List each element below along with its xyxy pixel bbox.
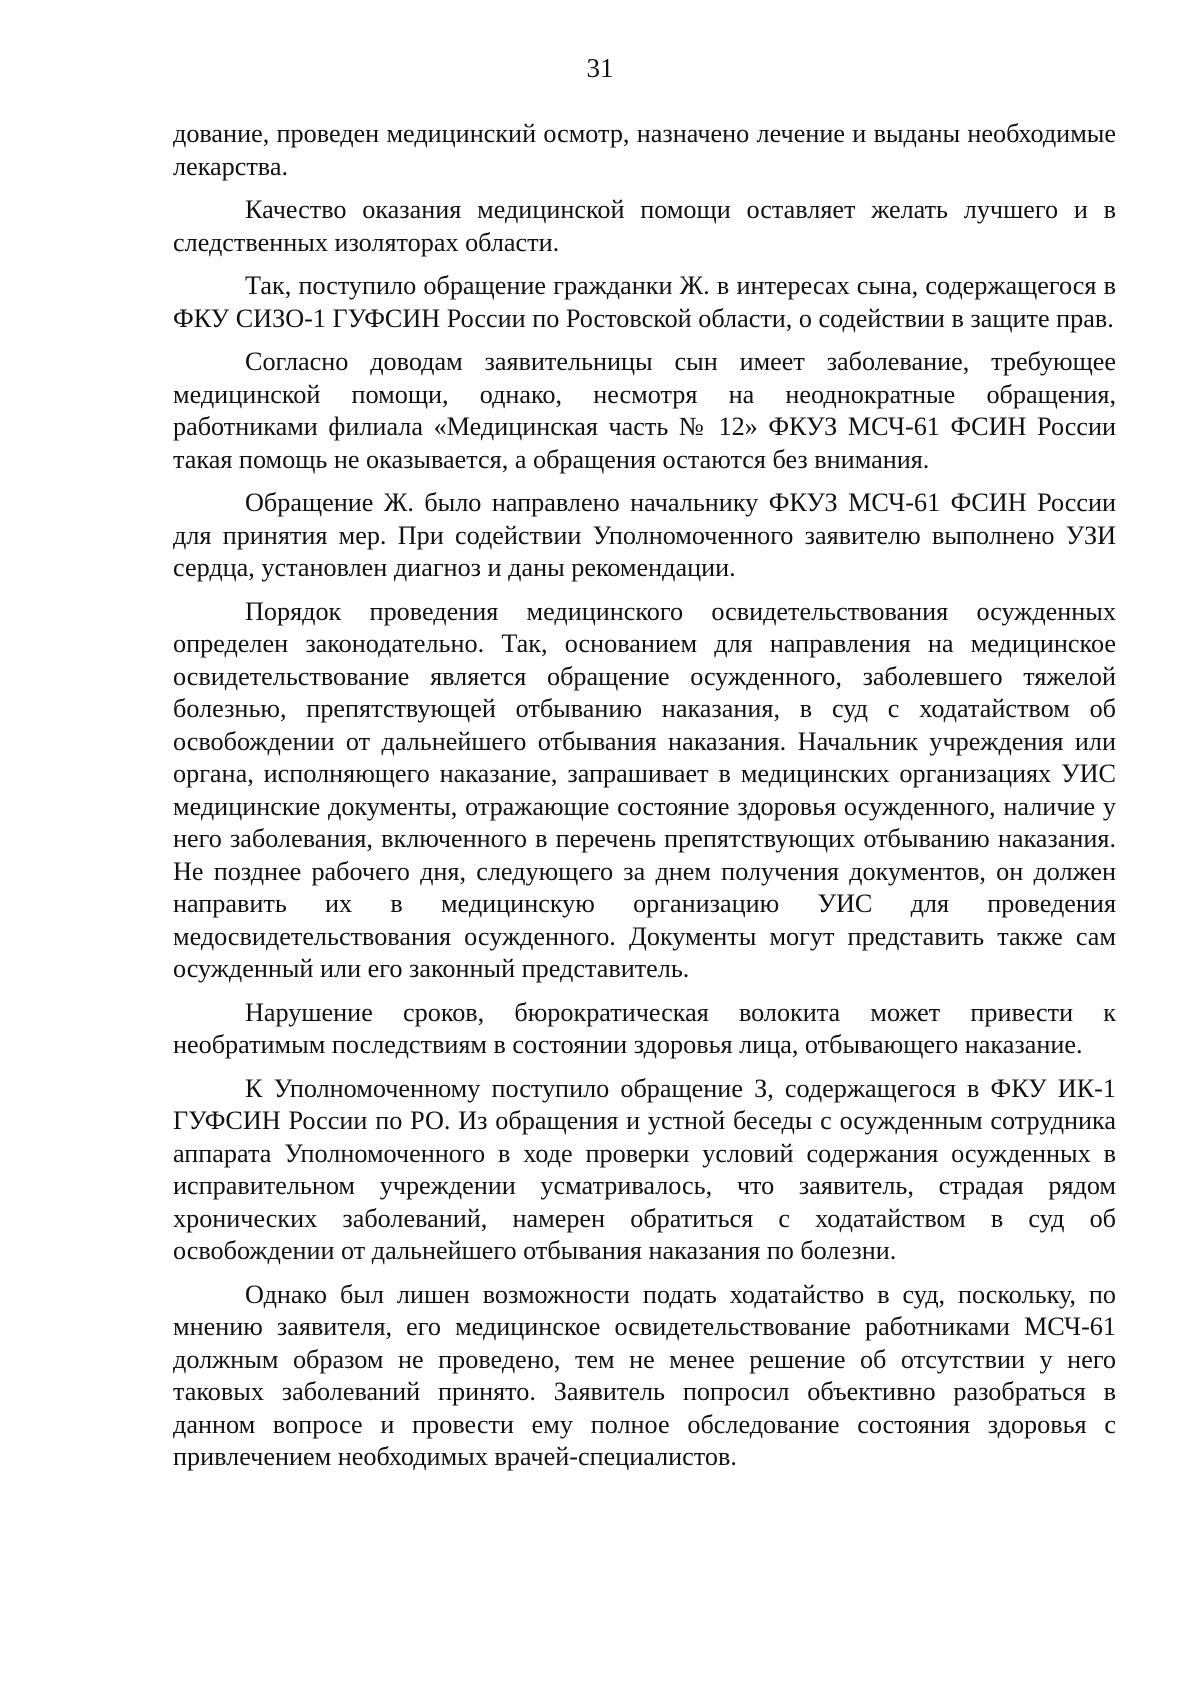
paragraph-deprived-of-opportunity: Однако был лишен возможности подать ходатайство в суд, поскольку, по мнению заявителя, его медицинское освидетельствование работниками МСЧ-61 должным образом не проведено, тем не менее решение об отсутствии у него таковых заболеваний принято. Заявитель попросил объективно разобраться в данном вопросе и провести ему полное обследование состояния здоровья с привлечением необходимых врачей-специалистов. [173,1279,1116,1471]
paragraph-continuation: дование, проведен медицинский осмотр, назначено лечение и выданы необходимые лекарства. [173,119,1116,181]
paragraph-appeal-forwarded: Обращение Ж. было направлено начальнику ФКУЗ МСЧ-61 ФСИН России для принятия мер. При содействии Уполномоченного заявителю выполнено УЗИ сердца, установлен диагноз и даны рекомендации. [173,488,1116,582]
paragraph-applicant-arguments: Согласно доводам заявительницы сын имеет заболевание, требующее медицинской помощи, однако, несмотря на неоднократные обращения, работниками филиала «Медицинская часть № 12» ФКУЗ МСЧ-61 ФСИН России такая помощь не оказывается, а обращения остаются без внимания. [173,347,1116,474]
paragraph-appeal-z: К Уполномоченному поступило обращение З, содержащегося в ФКУ ИК-1 ГУФСИН России по РО. Из обращения и устной беседы с осужденным сотрудника аппарата Уполномоченного в ходе проверки условий содержания осужденных в исправительном учреждении усматривалось, что заявитель, страдая рядом хронических заболеваний, намерен обратиться с ходатайством в суд об освобождении от дальнейшего отбывания наказания по болезни. [173,1073,1116,1265]
paragraph-appeal-citizen-zh: Так, поступило обращение гражданки Ж. в интересах сына, содержащегося в ФКУ СИЗО-1 ГУФСИН России по Ростовской области, о содействии в защите прав. [173,271,1116,333]
paragraph-medical-care-quality: Качество оказания медицинской помощи оставляет желать лучшего и в следственных изоляторах области. [173,195,1116,257]
page-number: 31 [586,53,614,83]
paragraph-examination-procedure: Порядок проведения медицинского освидетельствования осужденных определен законодательно. Так, основанием для направления на медицинское освидетельствование является обращение осужденного, заболевшего тяжелой болезнью, препятствующей отбыванию наказания, в суд с ходатайством об освобождении от дальнейшего отбывания наказания. Начальник учреждения или органа, исполняющего наказание, запрашивает в медицинских организациях УИС медицинские документы, отражающие состояние здоровья осужденного, наличие у него заболевания, включенного в перечень препятствующих отбыванию наказания. Не позднее рабочего дня, следующего за днем получения документов, он должен направить их в медицинскую организацию УИС для проведения медосвидетельствования осужденного. Документы могут представить также сам осужденный или его законный представитель. [173,596,1116,983]
paragraph-deadline-violation: Нарушение сроков, бюрократическая волокита может привести к необратимым последствиям в состоянии здоровья лица, отбывающего наказание. [173,997,1116,1059]
document-body [173,118,1116,1485]
